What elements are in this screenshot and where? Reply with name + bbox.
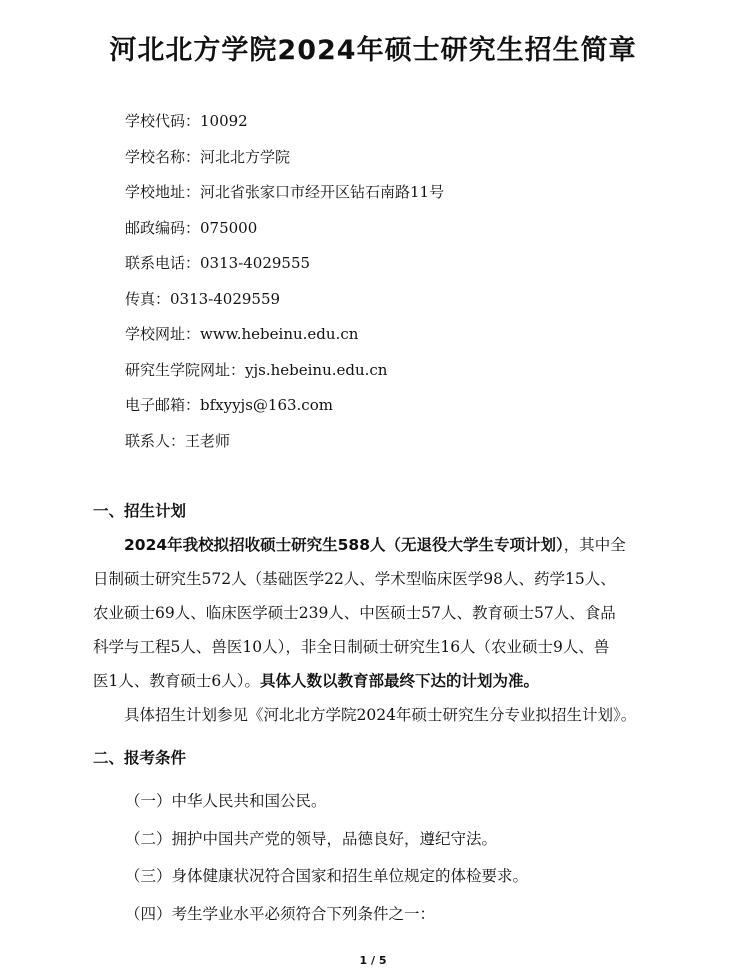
page-number: 1 / 5 bbox=[359, 954, 387, 967]
para-line bbox=[93, 664, 653, 698]
info-phone: 联系电话：0313-4029555 bbox=[125, 254, 311, 272]
info-postal-code: 邮政编码：075000 bbox=[125, 218, 258, 237]
para-line: 具体招生计划参见《河北北方学院2024年硕士研究生分专业拟招生计划》。 bbox=[124, 706, 637, 724]
eligibility-item: （三）身体健康状况符合国家和招生单位规定的体检要求。 bbox=[125, 867, 529, 885]
section-heading-enrollment-plan: 一、招生计划 bbox=[93, 502, 187, 520]
text: ，其中全 bbox=[563, 536, 626, 554]
bold-text: 具体人数以教育部最终下达的计划为准。 bbox=[259, 672, 539, 690]
info-school-name: 学校名称：河北北方学院 bbox=[125, 147, 291, 166]
para-line: 日制硕士研究生572人（基础医学22人、学术型临床医学98人、药学15人、 bbox=[93, 570, 616, 588]
eligibility-item: （一）中华人民共和国公民。 bbox=[125, 792, 327, 810]
eligibility-item: （四）考生学业水平必须符合下列条件之一： bbox=[125, 904, 436, 923]
document-title: 河北北方学院2024年硕士研究生招生简章 bbox=[109, 35, 637, 66]
enrollment-plan-paragraph bbox=[93, 528, 653, 732]
info-graduate-website: 研究生学院网址：yjs.hebeinu.edu.cn bbox=[125, 360, 388, 379]
info-school-address: 学校地址：河北省张家口市经开区钻石南路11号 bbox=[125, 183, 445, 201]
para-line bbox=[93, 528, 653, 562]
section-heading-eligibility: 二、报考条件 bbox=[93, 749, 187, 767]
eligibility-item: （二）拥护中国共产党的领导，品德良好，遵纪守法。 bbox=[125, 829, 498, 848]
info-fax: 传真：0313-4029559 bbox=[125, 289, 281, 308]
info-website: 学校网址：www.hebeinu.edu.cn bbox=[125, 325, 359, 343]
para-line: 农业硕士69人、临床医学硕士239人、中医硕士57人、教育硕士57人、食品 bbox=[93, 604, 616, 622]
eligibility-list bbox=[125, 788, 528, 938]
bold-text: 2024年我校拟招收硕士研究生588人（无退役大学生专项计划） bbox=[124, 536, 564, 554]
para-line: 科学与工程5人、兽医10人），非全日制硕士研究生16人（农业硕士9人、兽 bbox=[93, 638, 610, 656]
school-info-list bbox=[125, 108, 444, 463]
text: 医1人、教育硕士6人）。 bbox=[93, 672, 260, 690]
info-school-code: 学校代码：10092 bbox=[125, 112, 248, 130]
info-contact: 联系人：王老师 bbox=[125, 431, 231, 450]
info-email: 电子邮箱：bfxyyjs@163.com bbox=[125, 396, 333, 414]
